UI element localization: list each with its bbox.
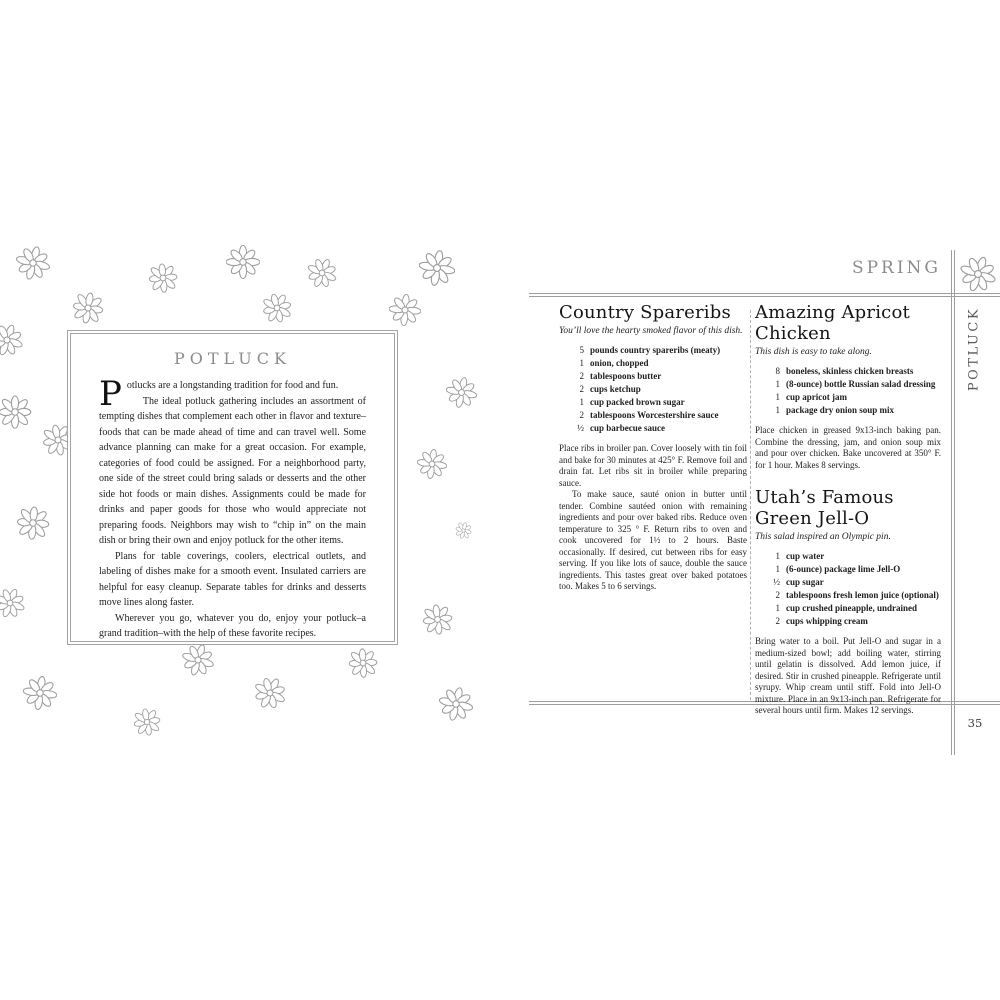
daisy-icon bbox=[455, 522, 472, 539]
daisy-icon bbox=[0, 395, 32, 429]
ingredient-row bbox=[769, 365, 941, 378]
ingredient-row bbox=[573, 422, 747, 435]
section-header: SPRING bbox=[851, 258, 941, 278]
ingredient-quantity: 1 bbox=[579, 397, 584, 407]
ingredient-quantity: ½ bbox=[577, 423, 584, 433]
ingredient-quantity: 1 bbox=[775, 405, 780, 415]
daisy-icon bbox=[182, 644, 214, 676]
ingredient-name: pounds country spareribs (meaty) bbox=[590, 345, 721, 355]
ingredient-quantity: 8 bbox=[775, 366, 780, 376]
ingredient-row bbox=[769, 404, 941, 417]
recipe bbox=[755, 487, 941, 717]
ingredient-row bbox=[769, 563, 941, 576]
recipe bbox=[559, 302, 747, 593]
daisy-icon bbox=[0, 588, 25, 618]
daisy-icon bbox=[133, 708, 161, 736]
ingredient-list bbox=[755, 365, 941, 417]
ingredient-name: package dry onion soup mix bbox=[786, 405, 895, 415]
ingredient-quantity: 1 bbox=[775, 392, 780, 402]
intro-paragraph: Plans for table coverings, coolers, electrical outlets, and labeling of dishes make for a smooth event. Insulated carriers are helpful for easy cleanup. Separate tables for drinks and desserts move lines along faster. bbox=[99, 550, 366, 608]
ingredient-quantity: 1 bbox=[775, 379, 780, 389]
ingredient-quantity: 1 bbox=[775, 564, 780, 574]
recipe-subtitle: You’ll love the hearty smoked flavor of this dish. bbox=[559, 326, 743, 336]
ingredient-name: cup water bbox=[786, 551, 825, 561]
ingredient-row bbox=[573, 409, 747, 422]
intro-title: POTLUCK bbox=[174, 349, 291, 368]
direction-paragraph: Place ribs in broiler pan. Cover loosely with tin foil and bake for 30 minutes at 425° F. Remove foil and drain fat. Let ribs sit in broiler while preparing sauce. bbox=[559, 443, 747, 488]
ingredient-row bbox=[573, 344, 747, 357]
daisy-icon bbox=[419, 250, 455, 286]
direction-paragraph: To make sauce, sauté onion in butter until tender. Combine sautéed onion with remaining ingredients and pour over baked ribs. Reduce oven temperature to 325 ° F. Return ribs to oven and cook uncovered for 1½ to 2 hours. Baste occasionally. If desired, cut between ribs for easy serving. If you like lots of sauce, double the sauce ingredients. This tastes great over baked potatoes too. Makes 5 to 6 servings. bbox=[559, 489, 747, 591]
daisy-icon bbox=[262, 293, 292, 323]
daisy-icon bbox=[439, 687, 473, 721]
ingredient-quantity: 1 bbox=[775, 603, 780, 613]
daisy-icon bbox=[348, 648, 378, 678]
ingredient-row bbox=[769, 602, 941, 615]
ingredient-name: cup packed brown sugar bbox=[590, 397, 685, 407]
intro-box-inner-border bbox=[70, 333, 395, 642]
ingredient-row bbox=[769, 615, 941, 628]
recipe-column bbox=[559, 302, 747, 717]
ingredient-name: (8-ounce) bottle Russian salad dressing bbox=[786, 379, 936, 389]
right-vertical-rule bbox=[951, 250, 955, 755]
daisy-icon bbox=[254, 677, 286, 709]
intro-box bbox=[67, 330, 398, 645]
ingredient-row bbox=[769, 589, 941, 602]
recipe-subtitle: This salad inspired an Olympic pin. bbox=[755, 532, 891, 542]
daisy-icon bbox=[307, 258, 337, 288]
ingredient-row bbox=[573, 396, 747, 409]
recipe-title: Utah’s Famous Green Jell-O bbox=[755, 487, 894, 529]
recipes-area bbox=[559, 302, 941, 717]
ingredient-name: tablespoons fresh lemon juice (optional) bbox=[786, 590, 939, 600]
ingredient-quantity: 2 bbox=[579, 410, 584, 420]
ingredient-quantity: 2 bbox=[579, 371, 584, 381]
intro-paragraph: Potlucks are a longstanding tradition for food and fun. bbox=[99, 374, 339, 414]
ingredient-quantity: 2 bbox=[579, 384, 584, 394]
recipe-directions bbox=[559, 443, 747, 593]
ingredient-name: (6-ounce) package lime Jell-O bbox=[786, 564, 901, 574]
daisy-icon bbox=[16, 246, 50, 280]
ingredient-name: cup sugar bbox=[786, 577, 824, 587]
recipe bbox=[755, 302, 941, 471]
ingredient-row bbox=[769, 550, 941, 563]
daisy-icon bbox=[226, 245, 260, 279]
intro-paragraphs bbox=[99, 374, 366, 642]
ingredient-quantity: 5 bbox=[579, 345, 584, 355]
ingredient-name: tablespoons butter bbox=[590, 371, 662, 381]
recipe-column bbox=[755, 302, 941, 717]
recipe-subtitle: This dish is easy to take along. bbox=[755, 347, 872, 357]
recipe-directions bbox=[755, 636, 941, 717]
ingredient-name: onion, chopped bbox=[590, 358, 649, 368]
daisy-icon bbox=[23, 676, 57, 710]
direction-paragraph: Place chicken in greased 9x13-inch baking pan. Combine the dressing, jam, and onion soup mix and pour over chicken. Bake uncovered at 350° F. for 1 hour. Makes 8 servings. bbox=[755, 425, 941, 470]
ingredient-list bbox=[755, 550, 941, 628]
daisy-icon bbox=[446, 377, 477, 408]
recipe-title: Country Spareribs bbox=[559, 302, 731, 323]
ingredient-quantity: 2 bbox=[775, 590, 780, 600]
ingredient-name: cup crushed pineapple, undrained bbox=[786, 603, 918, 613]
ingredient-name: cups ketchup bbox=[590, 384, 641, 394]
page-number: 35 bbox=[967, 716, 983, 730]
intro-paragraph: Wherever you go, whatever you do, enjoy your potluck–a grand tradition–with the help of these favorite recipes. bbox=[99, 612, 366, 639]
ingredient-quantity: ½ bbox=[773, 577, 780, 587]
ingredient-row bbox=[573, 357, 747, 370]
ingredient-quantity: 1 bbox=[775, 551, 780, 561]
ingredient-row bbox=[769, 378, 941, 391]
ingredient-quantity: 2 bbox=[775, 616, 780, 626]
daisy-icon bbox=[389, 294, 421, 326]
drop-cap: P bbox=[99, 374, 122, 414]
daisy-icon bbox=[16, 506, 50, 540]
daisy-icon bbox=[417, 449, 447, 479]
chapter-tab: POTLUCK bbox=[966, 306, 982, 392]
ingredient-row bbox=[769, 576, 941, 589]
direction-paragraph: Bring water to a boil. Put Jell-O and sugar in a medium-sized bowl; add boiling water, stirring until gelatin is dissolved. Add lemon juice, if desired. Stir in crushed pineapple. Refrigerate until syrupy. Whip cream until stiff. Fold into Jell-O mixture. Place in an 9x13-inch pan. Refrigerate for several hours until firm. Makes 12 servings. bbox=[755, 636, 941, 715]
ingredient-row bbox=[769, 391, 941, 404]
ingredient-name: cups whipping cream bbox=[786, 616, 868, 626]
top-rule bbox=[529, 293, 1000, 297]
daisy-icon bbox=[422, 604, 453, 635]
ingredient-list bbox=[559, 344, 747, 435]
daisy-icon bbox=[148, 263, 178, 293]
intro-paragraph: The ideal potluck gathering includes an assortment of tempting dishes that complement each other in flavor and texture–foods that can be made ahead of time and can travel well. Some advance planning can make for a great occasion. For example, categories of food could be assigned. For a neighborhood party, one side of the street could bring salads or desserts and the other side hot foods or main dishes. Assignments could be made for drinks and paper goods for those who would appreciate not preparing foods. Neighbors may wish to “chip in” on the main dish or bring their own and enjoy potluck for the other items. bbox=[99, 395, 366, 546]
recipe-directions bbox=[755, 425, 941, 471]
ingredient-name: boneless, skinless chicken breasts bbox=[786, 366, 914, 376]
recipe-title: Amazing Apricot Chicken bbox=[755, 302, 910, 344]
ingredient-row bbox=[573, 370, 747, 383]
ingredient-row bbox=[573, 383, 747, 396]
daisy-icon bbox=[0, 324, 23, 356]
ingredient-name: tablespoons Worcestershire sauce bbox=[590, 410, 719, 420]
daisy-icon bbox=[960, 256, 996, 292]
ingredient-name: cup apricot jam bbox=[786, 392, 847, 402]
daisy-icon bbox=[72, 292, 104, 324]
ingredient-name: cup barbecue sauce bbox=[590, 423, 665, 433]
ingredient-quantity: 1 bbox=[579, 358, 584, 368]
